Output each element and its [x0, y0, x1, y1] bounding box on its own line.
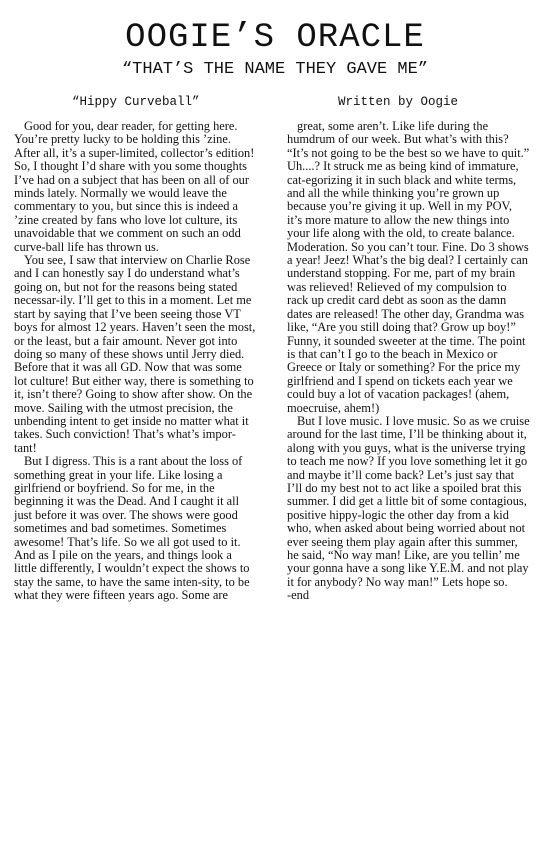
author-byline: Written by Oogie: [338, 95, 459, 109]
zine-subtitle: “THAT’S THE NAME THEY GAVE ME”: [121, 60, 429, 79]
article-title: “Hippy Curveball”: [72, 95, 200, 109]
paragraph: But I digress. This is a rant about the loss of something great in your life. Like losing a girlfriend or boyfriend. So for me, in the beginning it was the Dead. And I caught it all just before it was over. The shows were good sometimes and bad sometimes. Sometimes awesome! That’s life. So we all got used to it. And as I pile on the years, and things look a little differently, I wouldn’t expect the shows to stay the same, to have the same inten-sity, to be what they were fifteen years ago. Some are: [14, 454, 250, 603]
article-column-right: [287, 120, 530, 603]
paragraph: But I love music. I love music. So as we cruise around for the last time, I’ll be thinking about it, along with you guys, what is the universe trying to teach me now? If you love something let it go and maybe it’ll come back? Let’s just say that I’ll do my best not to act like a spoiled brat this summer. I did get a little bit of some contagious, positive hippy-logic the other day from a kid who, when asked about being worried about not ever seeing them play again after this summer, he said, “No way man! Like, are you tellin’ me your gonna have a song like Y.E.M. and not play it for anybody? No way man!” Lets hope so.: [287, 413, 530, 589]
paragraph: Good for you, dear reader, for getting here. You’re pretty lucky to be holding this ’zine. After all, it’s a super-limited, collector’s edition! So, I thought I’d share with you some thoughts I’ve had on a subject that has been on all of our minds lately. Normally we would leave the commentary to you, but since this is indeed a ’zine created by fans who love lot culture, its unavoidable that we comment on such an odd curve-ball life has thrown us.: [14, 119, 255, 254]
paragraph: You see, I saw that interview on Charlie Rose and I can honestly say I do understand what’s going on, but not for the reasons being stated necessar-ily. I’ll get to this in a moment. Let me start by saying that I’ve been seeing those VT boys for almost 12 years. Haven’t seen the most, or the least, but a fair amount. Never got into doing so many of these shows until Jerry died. Before that it was all GD. Now that was some lot culture! But either way, there is something to it, isn’t there? Going to show after show. On the move. Sailing with the utmost precision, the unbending intent to get inside no matter what it takes. Such conviction! That’s what’s impor-tant!: [14, 253, 256, 455]
zine-title: OOGIE’S ORACLE: [125, 19, 425, 57]
signoff: -end: [287, 588, 310, 603]
masthead: [0, 20, 550, 80]
paragraph: great, some aren’t. Like life during the humdrum of our week. But what’s with this? “It’s not going to be the best so we have to quit.” Uh....? It struck me as being kind of immature, cat-egorizing it in such black and white terms, and all the while thinking you’re grown up because you’re giving it up. Well in my POV, it’s more mature to allow the new things into your life along with the old, to create balance. Moderation. So you can’t tour. Fine. Do 3 shows a year! Jeez! What’s the big deal? I certainly can understand stopping. For me, part of my brain was relieved! Relieved of my compulsion to rack up credit card debt as soon as the damn dates are released! The other day, Grandma was like, “Are you still doing that? Grow up boy!” Funny, it sounded sweeter at the time. The point is that can’t I go to the beach in Mexico or Greece or Italy or something? For the price my girlfriend and I spend on tickets each year we could buy a lot of vacation packages! (ahem, moecruise, ahem!): [287, 119, 530, 415]
article-column-left: [14, 120, 257, 603]
